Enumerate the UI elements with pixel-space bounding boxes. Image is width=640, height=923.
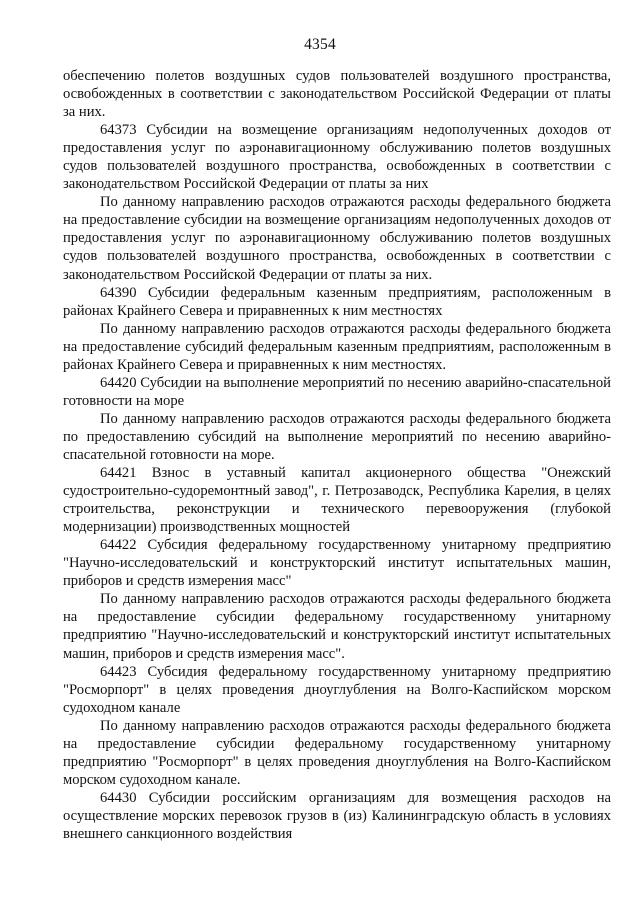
paragraph-description-64390: По данному направлению расходов отражаются расходы федерального бюджета на предоставление субсидий федеральным казенным предприятиям, расположенным в районах Крайнего Севера и приравненных к ним местностях. <box>63 320 611 373</box>
paragraph-heading-64422: 64422 Субсидия федеральному государственному унитарному предприятию "Научно-исследовательский и конструкторский институт испытательных машин, приборов и средств измерения масс" <box>63 537 611 590</box>
paragraph-heading-64373: 64373 Субсидии на возмещение организациям недополученных доходов от предоставления услуг по аэронавигационному обслуживанию полетов воздушных судов пользователей воздушного пространства, освобожденных в соответствии с законодательством Российской Федерации от платы за них <box>63 122 611 193</box>
paragraph-description-64373: По данному направлению расходов отражаются расходы федерального бюджета на предоставление субсидии на возмещение организациям недополученных доходов от предоставления услуг по аэронавигационному обслуживанию полетов воздушных судов пользователей воздушного пространства, освобожденных в соответствии с законодательством Российской Федерации от платы за них. <box>63 194 611 283</box>
paragraph-heading-64420: 64420 Субсидии на выполнение мероприятий по несению аварийно-спасательной готовности на море <box>63 374 611 409</box>
document-body <box>63 67 611 843</box>
page-number: 4354 <box>304 36 336 53</box>
paragraph-description-64422: По данному направлению расходов отражаются расходы федерального бюджета на предоставление субсидии федеральному государственному унитарному предприятию "Научно-исследовательский и конструкторский институт испытательных машин, приборов и средств измерения масс". <box>63 591 611 662</box>
paragraph-continuation: обеспечению полетов воздушных судов пользователей воздушного пространства, освобожденных в соответствии с законодательством Российской Федерации от платы за них. <box>63 68 611 121</box>
paragraph-heading-64390: 64390 Субсидии федеральным казенным предприятиям, расположенным в районах Крайнего Севера и приравненных к ним местностях <box>63 284 611 319</box>
paragraph-description-64420: По данному направлению расходов отражаются расходы федерального бюджета по предоставлению субсидий на выполнение мероприятий по несению аварийно-спасательной готовности на море. <box>63 410 611 463</box>
paragraph-heading-64423: 64423 Субсидия федеральному государственному унитарному предприятию "Росморпорт" в целях проведения дноуглубления на Волго-Каспийском морском судоходном канале <box>63 663 611 716</box>
paragraph-heading-64430: 64430 Субсидии российским организациям для возмещения расходов на осуществление морских перевозок грузов в (из) Калининградскую область в условиях внешнего санкционного воздействия <box>63 789 611 842</box>
paragraph-heading-64421: 64421 Взнос в уставный капитал акционерного общества "Онежский судостроительно-судоремонтный завод", г. Петрозаводск, Республика Карелия, в целях строительства, реконструкции и технического перевооружения (глубокой модернизации) производственных мощностей <box>63 465 611 536</box>
paragraph-description-64423: По данному направлению расходов отражаются расходы федерального бюджета на предоставление субсидии федеральному государственному унитарному предприятию "Росморпорт" в целях проведения дноуглубления на Волго-Каспийском морском судоходном канале. <box>63 717 611 788</box>
